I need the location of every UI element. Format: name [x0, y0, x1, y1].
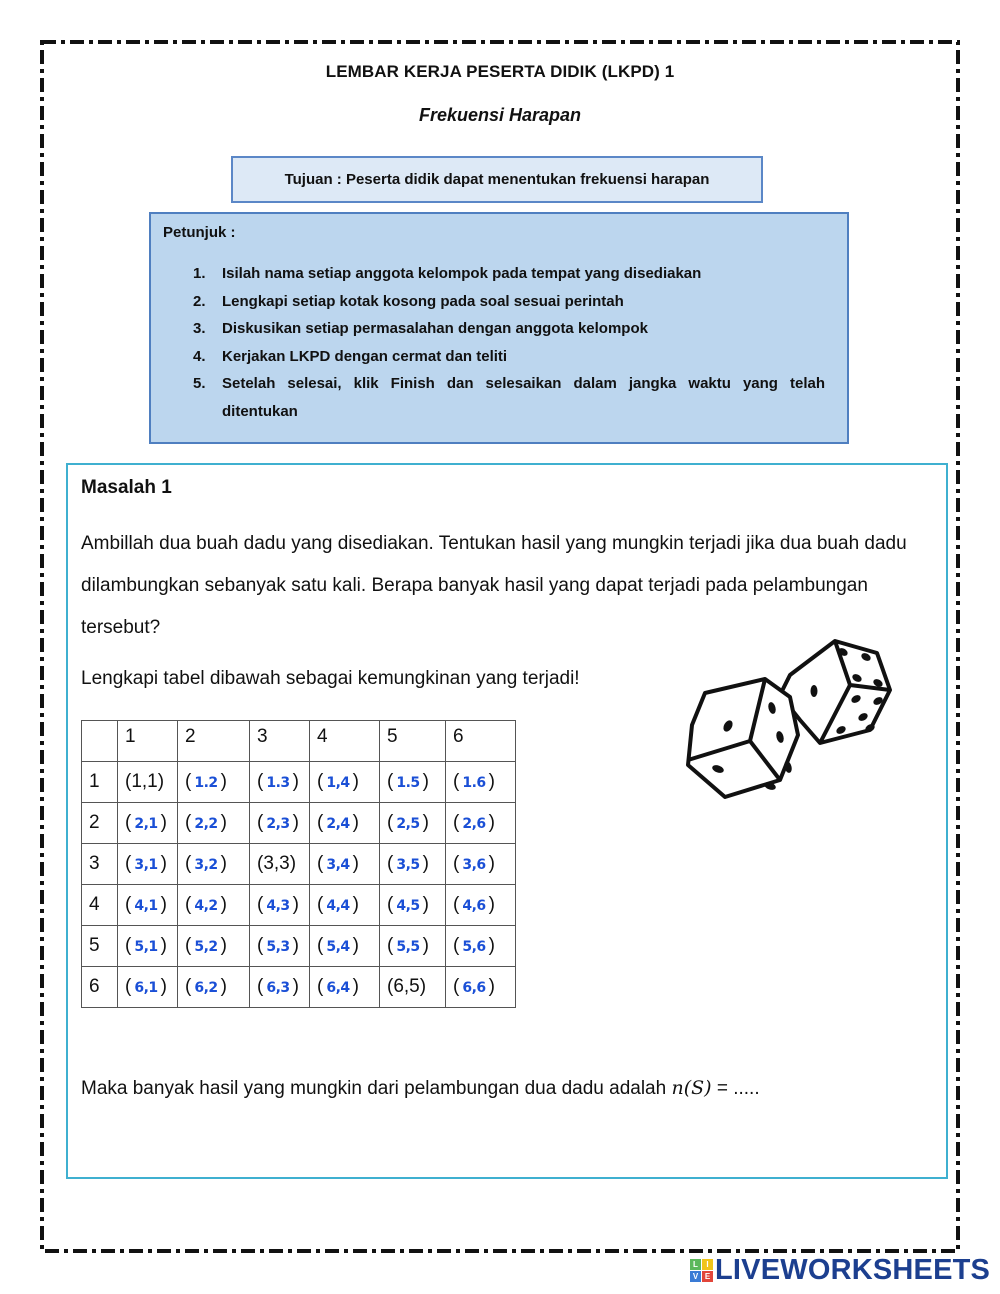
logo-tile: E: [702, 1271, 713, 1282]
answer-cell[interactable]: [446, 926, 516, 967]
instruction-item: [151, 288, 837, 316]
handwritten-answer[interactable]: 6,4: [326, 980, 350, 996]
open-paren: (: [185, 935, 192, 956]
handwritten-answer[interactable]: 1,4: [326, 775, 350, 791]
handwritten-answer[interactable]: 2,4: [326, 816, 350, 832]
handwritten-answer[interactable]: 5,6: [462, 939, 486, 955]
answer-cell[interactable]: [118, 967, 178, 1008]
open-paren: (: [317, 935, 324, 956]
open-paren: (: [453, 812, 460, 833]
open-paren: (: [453, 771, 460, 792]
conclusion-line: [81, 1077, 760, 1100]
handwritten-answer[interactable]: 3,4: [326, 857, 350, 873]
instruction-text: Lengkapi setiap kotak kosong pada soal sesuai perintah: [222, 292, 624, 310]
column-header: 3: [250, 721, 310, 762]
row-header: 6: [82, 967, 118, 1008]
open-paren: (: [125, 853, 132, 874]
column-header: 4: [310, 721, 380, 762]
open-paren: (: [317, 976, 324, 997]
handwritten-answer[interactable]: 6,6: [462, 980, 486, 996]
handwritten-answer[interactable]: 1.2: [194, 775, 218, 791]
open-paren: (: [317, 894, 324, 915]
open-paren: (: [185, 976, 192, 997]
objective-text: Tujuan : Peserta didik dapat menentukan frekuensi harapan: [284, 171, 710, 188]
close-paren: ): [422, 771, 429, 792]
sample-space-notation: n(S): [671, 1077, 712, 1099]
close-paren: ): [160, 853, 167, 874]
close-paren: ): [352, 976, 359, 997]
open-paren: (: [125, 812, 132, 833]
close-paren: ): [488, 853, 495, 874]
handwritten-answer[interactable]: 5,4: [326, 939, 350, 955]
table-row: [82, 803, 516, 844]
printed-cell: (1,1): [118, 762, 178, 803]
close-paren: ): [220, 935, 227, 956]
open-paren: (: [125, 935, 132, 956]
answer-cell[interactable]: [250, 803, 310, 844]
open-paren: (: [453, 894, 460, 915]
instruction-number: 4.: [193, 347, 206, 365]
open-paren: (: [185, 771, 192, 792]
handwritten-answer[interactable]: 1.3: [266, 775, 290, 791]
answer-cell[interactable]: [310, 926, 380, 967]
close-paren: ): [488, 894, 495, 915]
handwritten-answer[interactable]: 6,1: [134, 980, 158, 996]
column-header: 1: [118, 721, 178, 762]
close-paren: ): [220, 771, 227, 792]
logo-tile: I: [702, 1259, 713, 1270]
open-paren: (: [257, 935, 264, 956]
open-paren: (: [453, 935, 460, 956]
answer-cell[interactable]: [118, 844, 178, 885]
handwritten-answer[interactable]: 1.5: [396, 775, 420, 791]
answer-cell[interactable]: [250, 762, 310, 803]
problem-title: Masalah 1: [81, 477, 172, 498]
conclusion-text: Maka banyak hasil yang mungkin dari pelambungan dua dadu adalah: [81, 1078, 672, 1099]
close-paren: ): [160, 976, 167, 997]
open-paren: (: [125, 894, 132, 915]
row-header: 1: [82, 762, 118, 803]
problem-box: [66, 463, 948, 1179]
answer-cell[interactable]: [310, 844, 380, 885]
instruction-number: 1.: [193, 265, 206, 282]
answer-cell[interactable]: [310, 803, 380, 844]
answer-cell[interactable]: [250, 885, 310, 926]
open-paren: (: [317, 771, 324, 792]
open-paren: (: [257, 812, 264, 833]
close-paren: ): [422, 894, 429, 915]
close-paren: ): [352, 812, 359, 833]
handwritten-answer[interactable]: 2,3: [266, 816, 290, 832]
table-row: [82, 844, 516, 885]
handwritten-answer[interactable]: 6,3: [266, 980, 290, 996]
answer-cell[interactable]: [178, 844, 250, 885]
handwritten-answer[interactable]: 5,5: [396, 939, 420, 955]
close-paren: ): [488, 935, 495, 956]
handwritten-answer[interactable]: 2,6: [462, 816, 486, 832]
instruction-number: 5.: [193, 375, 206, 392]
close-paren: ): [292, 812, 299, 833]
open-paren: (: [453, 853, 460, 874]
handwritten-answer[interactable]: 2,5: [396, 816, 420, 832]
table-row: [82, 926, 516, 967]
close-paren: ): [160, 894, 167, 915]
handwritten-answer[interactable]: 3,5: [396, 857, 420, 873]
answer-cell[interactable]: [446, 844, 516, 885]
table-header-row: [82, 721, 516, 762]
instruction-item: [151, 343, 837, 371]
answer-cell[interactable]: [446, 803, 516, 844]
handwritten-answer[interactable]: 5,3: [266, 939, 290, 955]
handwritten-answer[interactable]: 4,2: [194, 898, 218, 914]
open-paren: (: [257, 976, 264, 997]
printed-cell: (6,5): [380, 967, 446, 1008]
answer-cell[interactable]: [310, 967, 380, 1008]
answer-cell[interactable]: [118, 885, 178, 926]
printed-cell: (3,3): [250, 844, 310, 885]
table-row: [82, 762, 516, 803]
close-paren: ): [292, 894, 299, 915]
close-paren: ): [352, 935, 359, 956]
instruction-text: Diskusikan setiap permasalahan dengan anggota kelompok: [222, 320, 648, 337]
open-paren: (: [387, 812, 394, 833]
table-row: [82, 885, 516, 926]
column-header: 2: [178, 721, 250, 762]
close-paren: ): [352, 853, 359, 874]
handwritten-answer[interactable]: 2,2: [194, 816, 218, 832]
handwritten-answer[interactable]: 6,2: [194, 980, 218, 996]
handwritten-answer[interactable]: 5,2: [194, 939, 218, 955]
handwritten-answer[interactable]: 3,2: [194, 857, 218, 873]
handwritten-answer[interactable]: 4,3: [266, 898, 290, 914]
row-header: 5: [82, 926, 118, 967]
handwritten-answer[interactable]: 1.6: [462, 775, 486, 791]
instructions-heading: Petunjuk :: [163, 224, 236, 241]
instruction-text: Kerjakan LKPD dengan cermat dan teliti: [222, 347, 508, 365]
row-header: 2: [82, 803, 118, 844]
close-paren: ): [160, 935, 167, 956]
handwritten-answer[interactable]: 5,1: [134, 939, 158, 955]
answer-cell[interactable]: [250, 967, 310, 1008]
table-instruction: Lengkapi tabel dibawah sebagai kemungkinan yang terjadi!: [81, 668, 580, 689]
close-paren: ): [488, 771, 495, 792]
handwritten-answer[interactable]: 4,4: [326, 898, 350, 914]
answer-cell[interactable]: [446, 885, 516, 926]
open-paren: (: [185, 894, 192, 915]
answer-cell[interactable]: [310, 885, 380, 926]
handwritten-answer[interactable]: 4,1: [134, 898, 158, 914]
close-paren: ): [220, 894, 227, 915]
instruction-item: [151, 315, 837, 343]
close-paren: ): [422, 935, 429, 956]
open-paren: (: [185, 853, 192, 874]
answer-cell[interactable]: [446, 762, 516, 803]
close-paren: ): [292, 976, 299, 997]
instructions-list: [151, 260, 837, 425]
close-paren: ): [488, 812, 495, 833]
open-paren: (: [387, 853, 394, 874]
logo-tiles-icon: [690, 1259, 713, 1282]
answer-cell[interactable]: [118, 926, 178, 967]
answer-cell[interactable]: [178, 803, 250, 844]
instruction-item: [151, 370, 837, 425]
page-subtitle: Frekuensi Harapan: [418, 105, 582, 125]
handwritten-answer[interactable]: 4,5: [396, 898, 420, 914]
answer-cell[interactable]: [446, 967, 516, 1008]
open-paren: (: [257, 771, 264, 792]
instruction-item: [151, 260, 837, 288]
open-paren: (: [387, 894, 394, 915]
logo-wordmark: LIVEWORKSHEETS: [715, 1253, 991, 1286]
answer-cell[interactable]: [178, 926, 250, 967]
column-header: 6: [446, 721, 516, 762]
answer-cell[interactable]: [380, 926, 446, 967]
close-paren: ): [488, 976, 495, 997]
instructions-box: [149, 212, 849, 444]
logo-tile: V: [690, 1271, 701, 1282]
instruction-text: Isilah nama setiap anggota kelompok pada tempat yang disediakan: [222, 265, 702, 282]
problem-text: Ambillah dua buah dadu yang disediakan. Tentukan hasil yang mungkin terjadi jika dua buah dadu dilambungkan sebanyak satu kali. Berapa banyak hasil yang dapat terjadi pada pelambungan tersebut?: [81, 533, 907, 638]
column-header: [82, 721, 118, 762]
close-paren: ): [352, 771, 359, 792]
conclusion-answer-blank[interactable]: = .....: [711, 1078, 760, 1099]
handwritten-answer[interactable]: 3,1: [134, 857, 158, 873]
open-paren: (: [387, 771, 394, 792]
close-paren: ): [220, 976, 227, 997]
answer-cell[interactable]: [380, 762, 446, 803]
close-paren: ): [160, 812, 167, 833]
open-paren: (: [317, 812, 324, 833]
open-paren: (: [125, 976, 132, 997]
answer-cell[interactable]: [380, 885, 446, 926]
handwritten-answer[interactable]: 4,6: [462, 898, 486, 914]
answer-cell[interactable]: [380, 844, 446, 885]
outcome-table: [81, 720, 516, 1008]
row-header: 3: [82, 844, 118, 885]
close-paren: ): [292, 771, 299, 792]
close-paren: ): [220, 853, 227, 874]
close-paren: ): [352, 894, 359, 915]
row-header: 4: [82, 885, 118, 926]
open-paren: (: [257, 894, 264, 915]
open-paren: (: [317, 853, 324, 874]
answer-cell[interactable]: [178, 967, 250, 1008]
answer-cell[interactable]: [310, 762, 380, 803]
open-paren: (: [185, 812, 192, 833]
two-dice-icon: [680, 635, 900, 820]
close-paren: ): [220, 812, 227, 833]
logo-tile: L: [690, 1259, 701, 1270]
instruction-number: 2.: [193, 292, 206, 310]
answer-cell[interactable]: [178, 762, 250, 803]
close-paren: ): [422, 812, 429, 833]
table-row: [82, 967, 516, 1008]
open-paren: (: [387, 935, 394, 956]
instruction-number: 3.: [193, 320, 206, 337]
liveworksheets-logo: [690, 1255, 990, 1285]
close-paren: ): [422, 853, 429, 874]
answer-cell[interactable]: [380, 803, 446, 844]
handwritten-answer[interactable]: 2,1: [134, 816, 158, 832]
open-paren: (: [453, 976, 460, 997]
close-paren: ): [292, 935, 299, 956]
answer-cell[interactable]: [178, 885, 250, 926]
instruction-text: Setelah selesai, klik Finish dan selesaikan dalam jangka waktu yang telah ditentukan: [222, 375, 825, 420]
page-title: LEMBAR KERJA PESERTA DIDIK (LKPD) 1: [325, 62, 675, 81]
column-header: 5: [380, 721, 446, 762]
objective-box: [231, 156, 763, 203]
handwritten-answer[interactable]: 3,6: [462, 857, 486, 873]
answer-cell[interactable]: [250, 926, 310, 967]
answer-cell[interactable]: [118, 803, 178, 844]
